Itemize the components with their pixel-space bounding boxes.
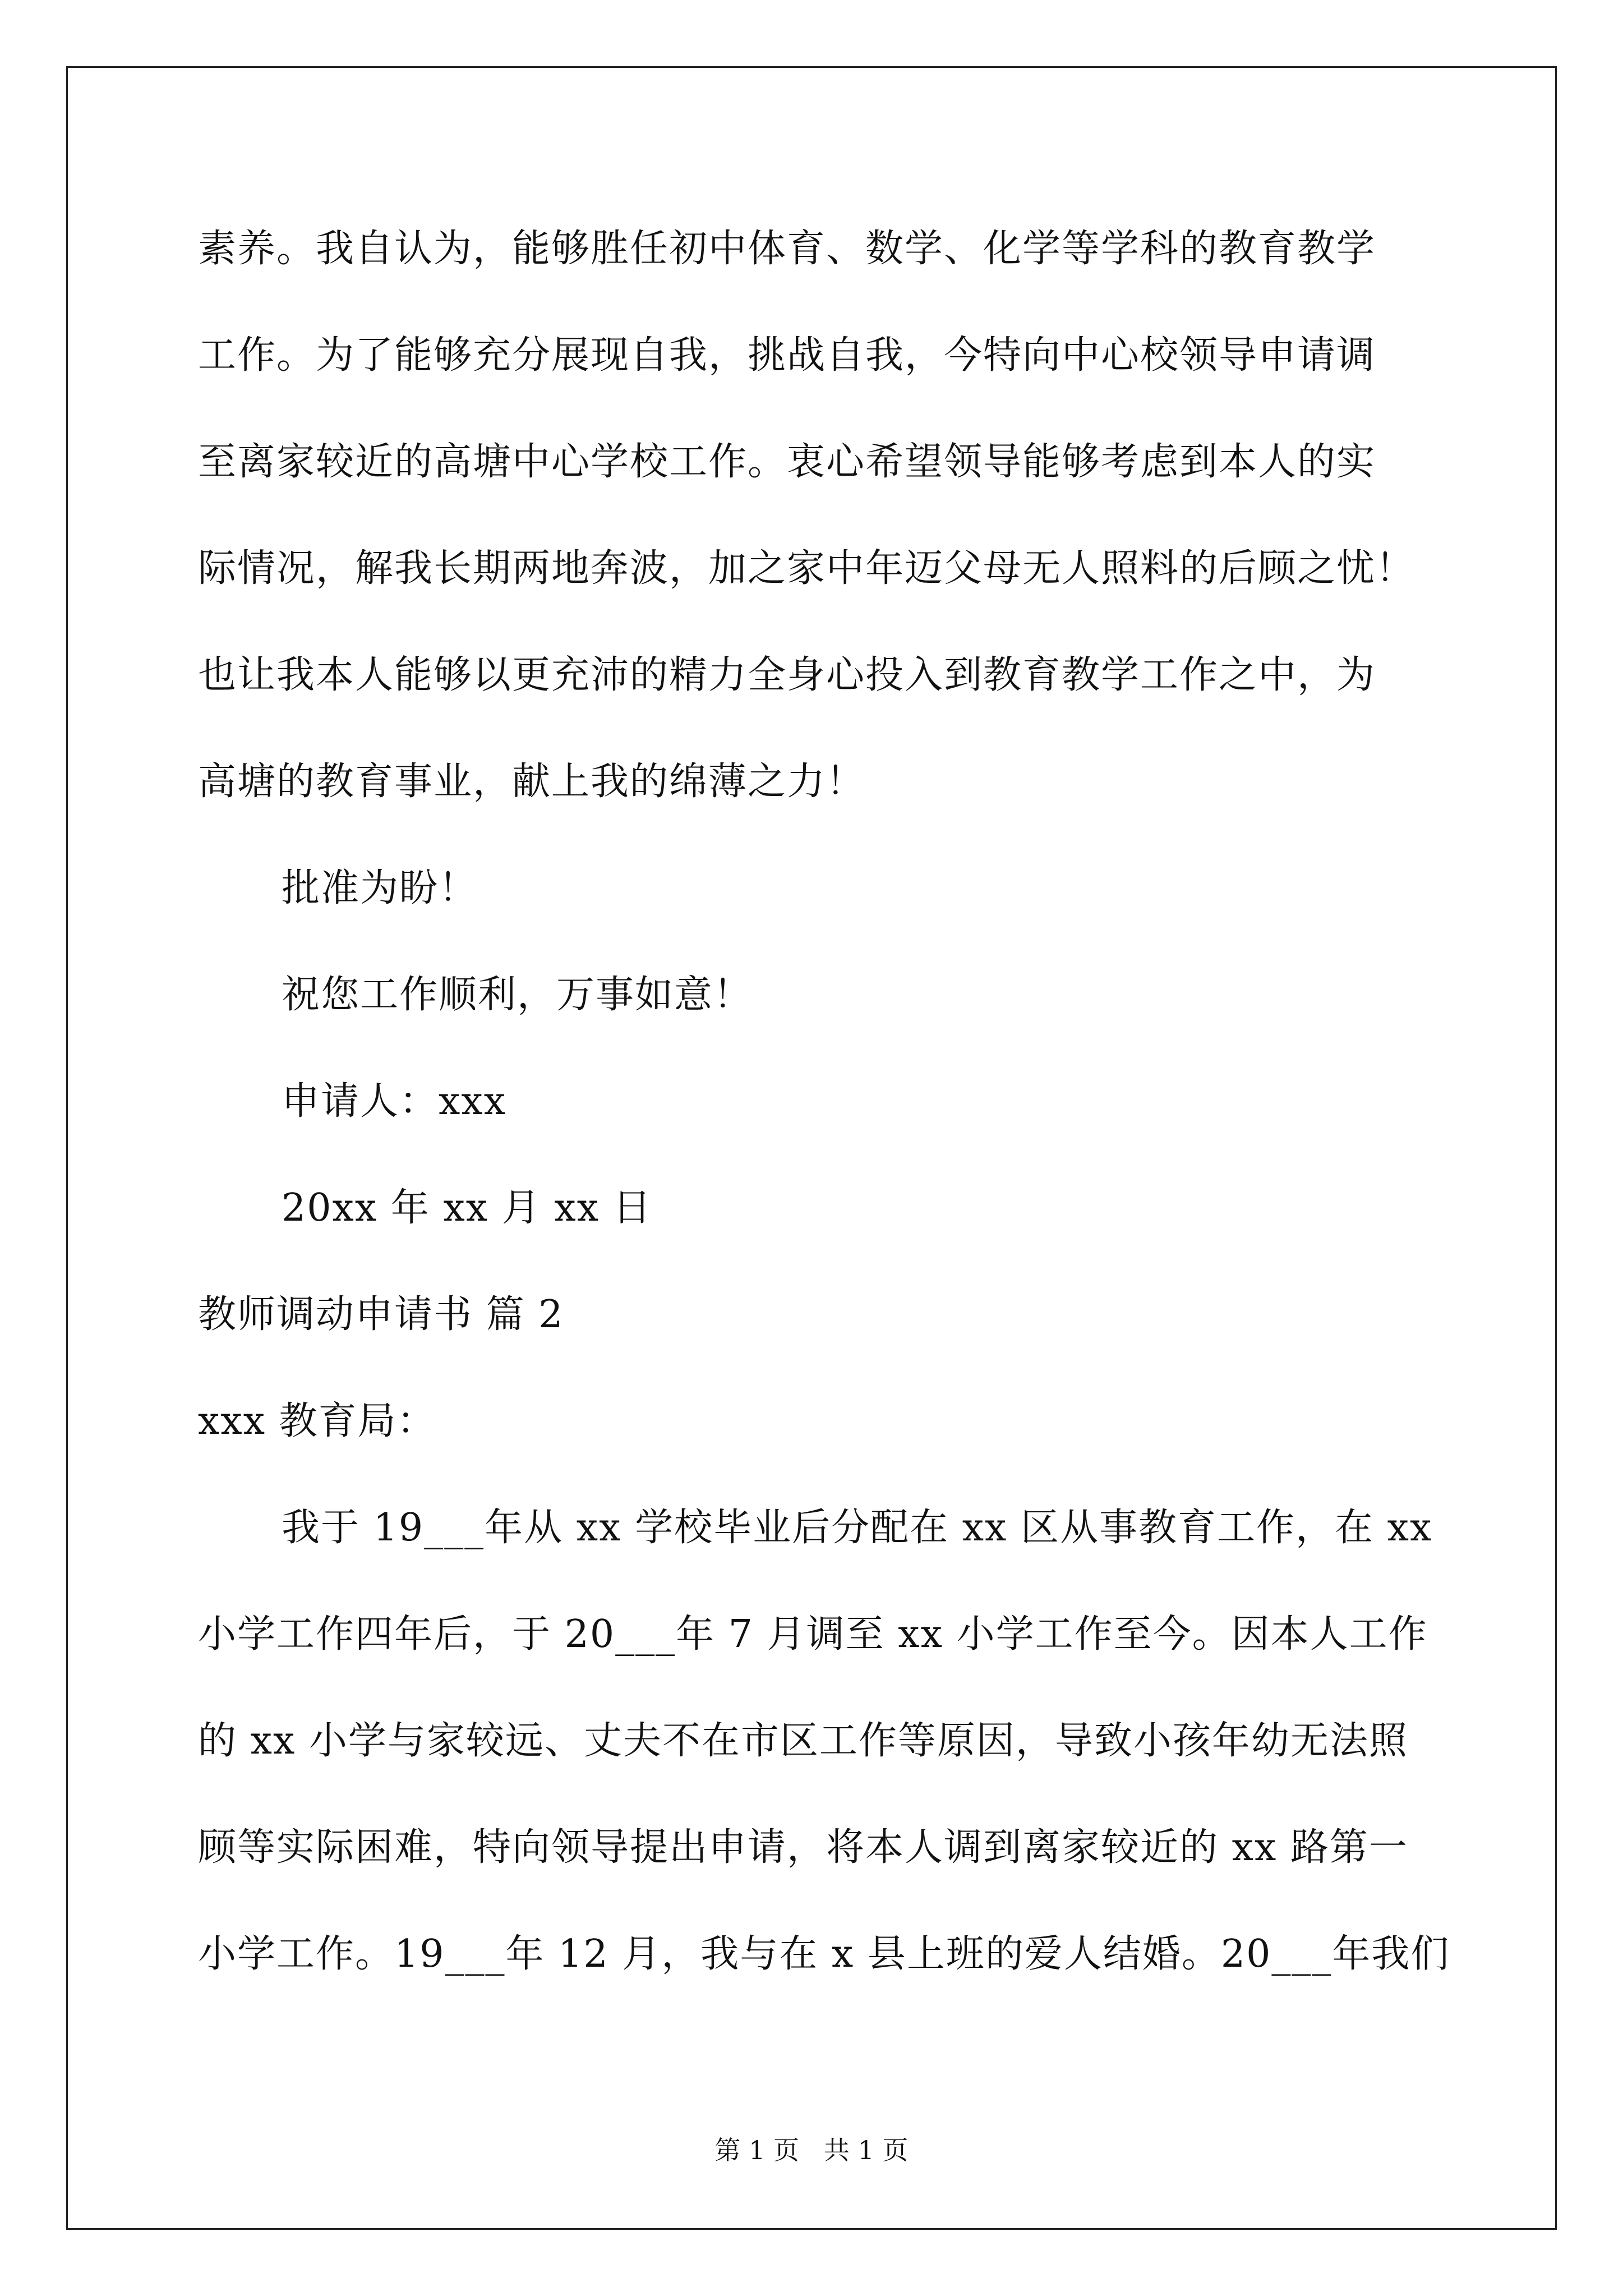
closing-line: 批准为盼！ <box>282 866 478 910</box>
paragraph-line: 小学工作。19___年 12 月，我与在 x 县上班的爱人结婚。20___年我们 <box>198 1932 1450 1976</box>
page-footer: 第 1 页 共 1 页 <box>714 2135 909 2165</box>
paragraph-line: 工作。为了能够充分展现自我，挑战自我，今特向中心校领导申请调 <box>198 333 1376 378</box>
paragraph-line: 小学工作四年后，于 20___年 7 月调至 xx 小学工作至今。因本人工作 <box>198 1612 1428 1657</box>
paragraph-line: 素养。我自认为，能够胜任初中体育、数学、化学等学科的教育教学 <box>198 227 1376 271</box>
paragraph-line: 际情况，解我长期两地奔波，加之家中年迈父母无人照料的后顾之忧！ <box>198 546 1415 591</box>
salutation: xxx 教育局： <box>198 1399 436 1443</box>
paragraph-line: 的 xx 小学与家较远、丈夫不在市区工作等原因，导致小孩年幼无法照 <box>198 1719 1408 1763</box>
paragraph-line: 顾等实际困难，特向领导提出申请，将本人调到离家较近的 xx 路第一 <box>198 1825 1408 1870</box>
paragraph-line: 我于 19___年从 xx 学校毕业后分配在 xx 区从事教育工作，在 xx <box>282 1506 1433 1550</box>
page-border <box>66 66 1557 2230</box>
section-heading: 教师调动申请书 篇 2 <box>198 1292 564 1337</box>
applicant-line: 申请人：xxx <box>282 1079 507 1124</box>
closing-line: 祝您工作顺利，万事如意！ <box>282 973 753 1017</box>
paragraph-line: 至离家较近的高塘中心学校工作。衷心希望领导能够考虑到本人的实 <box>198 440 1376 484</box>
date-line: 20xx 年 xx 月 xx 日 <box>282 1186 652 1230</box>
paragraph-line: 也让我本人能够以更充沛的精力全身心投入到教育教学工作之中，为 <box>198 653 1376 697</box>
paragraph-line: 高塘的教育事业，献上我的绵薄之力！ <box>198 760 866 804</box>
